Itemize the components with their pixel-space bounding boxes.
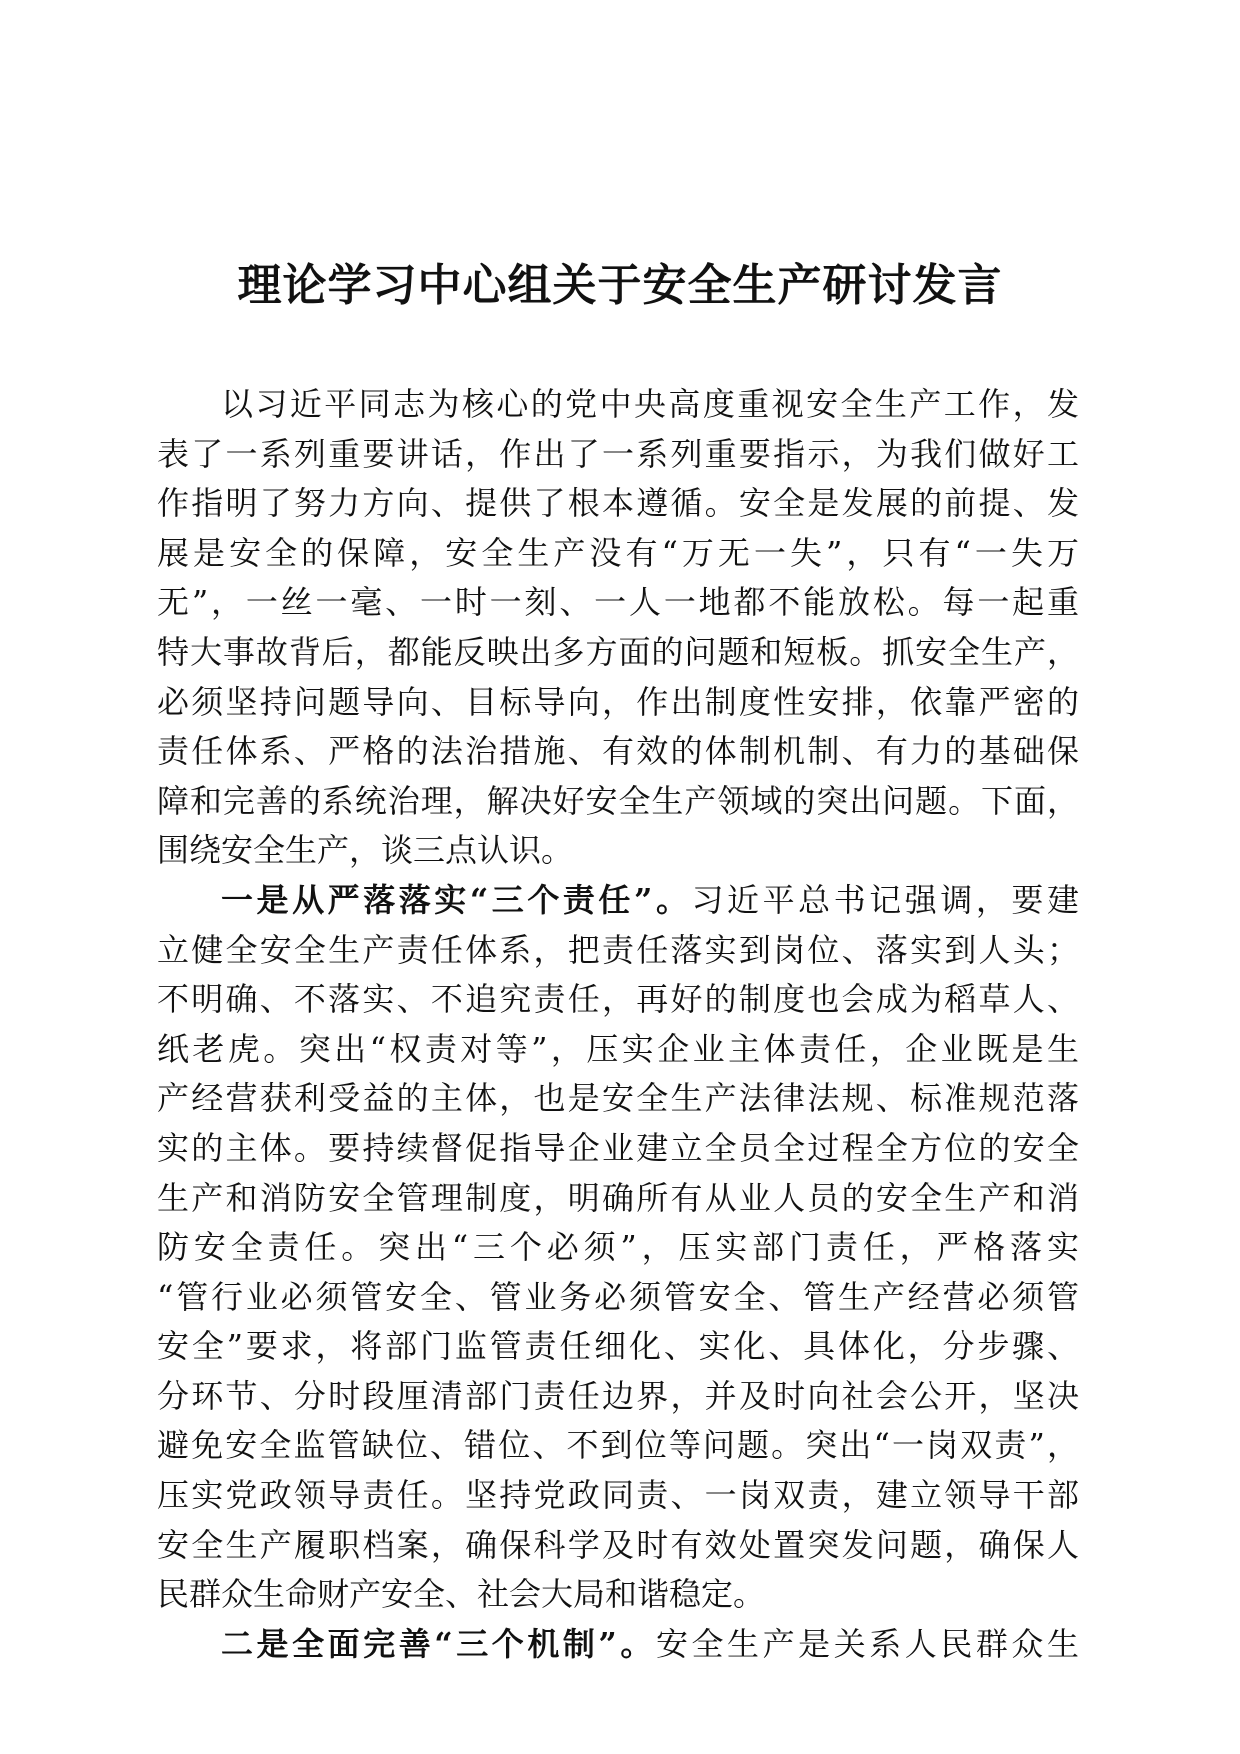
paragraph-responsibilities [157, 876, 1079, 1620]
text-line: 作指明了努力方向、提供了根本遵循。安全是发展的前提、发 [157, 484, 1079, 523]
text-line: 避免安全监管缺位、错位、不到位等问题。突出“一岗双责”， [157, 1426, 1079, 1465]
text-line: 实的主体。要持续督促指导企业建立全员全过程全方位的安全 [157, 1128, 1079, 1167]
text-line: 无”，一丝一毫、一时一刻、一人一地都不能放松。每一起重 [157, 583, 1079, 622]
paragraph-mechanisms [157, 1620, 1079, 1670]
text-line: 压实党政领导责任。坚持党政同责、一岗双责，建立领导干部 [157, 1476, 1079, 1515]
text-line: “管行业必须管安全、管业务必须管安全、管生产经营必须管 [157, 1277, 1079, 1316]
text-line: 纸老虎。突出“权责对等”，压实企业主体责任，企业既是生 [157, 1029, 1079, 1068]
section-heading: 二是全面完善“三个机制”。 [221, 1624, 656, 1663]
text-line: 特大事故背后，都能反映出多方面的问题和短板。抓安全生产， [157, 632, 1079, 671]
text-line: 生产和消防安全管理制度，明确所有从业人员的安全生产和消 [157, 1178, 1079, 1217]
text-line: 必须坚持问题导向、目标导向，作出制度性安排，依靠严密的 [157, 682, 1079, 721]
document-title: 理论学习中心组关于安全生产研讨发言 [237, 260, 1003, 311]
text-line: 不明确、不落实、不追究责任，再好的制度也会成为稻草人、 [157, 980, 1079, 1019]
text-line: 表了一系列重要讲话，作出了一系列重要指示，为我们做好工 [157, 434, 1079, 473]
paragraph-intro [157, 380, 1079, 876]
section-heading: 一是从严落落实“三个责任”。 [221, 880, 692, 919]
text-line [157, 1620, 1079, 1670]
text-line: 防安全责任。突出“三个必须”，压实部门责任，严格落实 [157, 1228, 1079, 1267]
document-body [157, 380, 1079, 1669]
text-line: 立健全安全生产责任体系，把责任落实到岗位、落实到人头； [157, 930, 1079, 969]
text-line: 以习近平同志为核心的党中央高度重视安全生产工作，发 [221, 385, 1079, 423]
text-line: 安全生产履职档案，确保科学及时有效处置突发问题，确保人 [157, 1525, 1079, 1564]
text-line [157, 876, 1079, 926]
text-line: 围绕安全生产，谈三点认识。 [157, 831, 574, 870]
text-line: 障和完善的系统治理，解决好安全生产领域的突出问题。下面， [157, 781, 1079, 820]
text-line: 分环节、分时段厘清部门责任边界，并及时向社会公开，坚决 [157, 1376, 1079, 1415]
text-line: 责任体系、严格的法治措施、有效的体制机制、有力的基础保 [157, 732, 1079, 771]
text-line: 展是安全的保障，安全生产没有“万无一失”，只有“一失万 [157, 533, 1079, 572]
text-line: 安全”要求，将部门监管责任细化、实化、具体化，分步骤、 [157, 1327, 1079, 1366]
text-line: 产经营获利受益的主体，也是安全生产法律法规、标准规范落 [157, 1079, 1079, 1118]
text-span: 习近平总书记强调，要建 [691, 880, 1079, 919]
text-span: 安全生产是关系人民群众生 [655, 1624, 1079, 1663]
text-line: 民群众生命财产安全、社会大局和谐稳定。 [157, 1575, 766, 1614]
